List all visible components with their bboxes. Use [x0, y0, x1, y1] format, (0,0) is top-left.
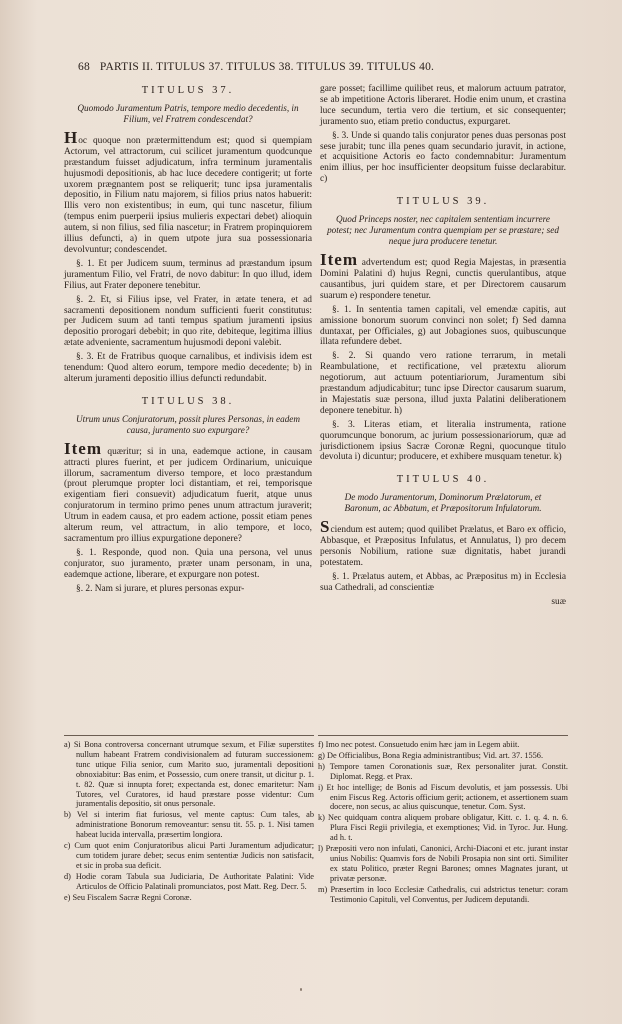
- paper-speck: [300, 988, 302, 991]
- titulus-37-body-paragraph: [64, 127, 312, 256]
- footnote: h) Tempore tamen Coronationis suæ, Rex personaliter jurat. Constit. Diplomat. Regg. et Prax.: [318, 761, 568, 781]
- drop-capital: Item: [320, 250, 358, 270]
- footnote: b) Vel si interim fiat furiosus, vel mente captus: Cum tales, ab administratione Bonorum removeantur: sensu tit. 55. p. 1. Nisi tamen habeat lucida intervalla, præsertim longiora.: [64, 810, 314, 840]
- titulus-39-body-text: advertendum est; quod Regia Majestas, in præsentia Domini Palatini d) hujus Regni, cunctis querulantibus, atque causantibus, juri quidem stare, et per Directorem causarum suarum e) respondere tenetur.: [320, 258, 567, 301]
- titulus-37-section-3: §. 3. Et de Fratribus quoque carnalibus, et indivisis idem est tenendum: Quod altero eorum, tempore medio decedente; b) in alterum juramenti depositio illius defuncti redundabit.: [64, 352, 312, 384]
- titulus-39-section-2: §. 2. Si quando vero ratione terrarum, in metali Reambulatione, et rectificatione, vel prætextu aliorum negotiorum, aut actuum potentiariorum, Juramentum sibi præstandum adjudicabitur; tunc ipse Director causarum suarum, in Majestatis suæ persona, illud juxta Palatini deliberationem deponere tenebitur. h): [320, 351, 566, 416]
- titulus-40-subtitle: De modo Juramentorum, Dominorum Prælatorum, et Baronum, ac Abbatum, et Præpositorum Infulatorum.: [344, 492, 542, 514]
- footnote: k) Nec quidquam contra aliquem probare obligatur, Kitt. c. 1. q. 4. n. 6. Plura Fisci Regii privilegia, et exemptiones; Vid. in Tyroc. Jur. Hung. ad h. t.: [318, 813, 568, 843]
- footnote: c) Cum quot enim Conjuratoribus alicui Parti Juramentum adjudicatur; cum totidem jurare debet; secus enim sententiæ Judicis non satisfacit, et sic in proba sua deficit.: [64, 841, 314, 870]
- titulus-37-body-text: oc quoque non prætermittendum est; quod si quempiam Actorum, vel attractorum, cui scilicet juramentum quodcunque præstandum fuisset adjudicatum, infra terminum juramentalis hujusmodi depositionis, ab hac luce decedere contigerit; ut forte uxorem prægnantem post se reliquerit; tunc ipsa juramentalis depositio, in Filium natu majorem, si filios prius natos habuerit: Illis vero non existentibus; in eum, qui tunc nascetur, filium (tempus enim puerperii ipsius mulieris expectari debet) alioquin autem, si non filius, sed filia nascetur; in Fratrem propinquiorem illius defuncti, a) in quem utpote jura sua possessionaria devolvuntur; condescendet.: [64, 135, 312, 255]
- drop-capital: Item: [64, 438, 102, 458]
- right-column: [320, 84, 566, 608]
- titulus-39-section-1: §. 1. In sententia tamen capitali, vel emendæ capitis, aut amissione bonorum suorum convinci non solet; f) Sed damna duntaxat, per Officiales, g) aut Jobagiones suos, quibuscunque illata refundere debet.: [320, 304, 566, 348]
- running-header: [78, 61, 508, 73]
- titulus-39-section-3: §. 3. Literas etiam, et literalia instrumenta, ratione quorumcunque bonorum, ac jurium possessionariorum, quæ ad jurisdictionem ipsius Sacræ Coronæ Regni, quocunque titulo devoluta i) dicuntur; producere, et exhibere musquam tenetur. k): [320, 419, 566, 463]
- titulus-38-body-paragraph: [64, 438, 313, 545]
- catchword: suæ: [551, 596, 566, 607]
- titulus-40-body-paragraph: [320, 517, 566, 569]
- running-title: PARTIS II. TITULUS 37. TITULUS 38. TITULUS 39. TITULUS 40.: [99, 61, 435, 73]
- page-number: 68: [78, 61, 90, 73]
- left-column: [64, 84, 312, 598]
- footnote: a) Si Bona controversa concernant utrumque sexum, et Filiæ superstites nullum habeant Fratrem condivisionalem ad futuram successionem: tunc utique Filia senior, cum Marito suo, juramentali depositioni obnoxiabitur: Bas enim, et Possessio, cum onere transit, ut dicitur p. 1. t. 82. Quæ si innupta foret; expectanda est, donec emaritetur: Nam Tutores, vel Curatores, id haud præstare posse videntur: Cum juramentalis depositio, sit onus personale.: [64, 740, 314, 809]
- footnote: g) De Officialibus, Bona Regia administrantibus; Vid. art. 37. 1556.: [318, 750, 544, 760]
- titulus-39-body-paragraph: [320, 250, 567, 302]
- titulus-38-section-2: §. 2. Nam si jurare, et plures personas expur-: [76, 583, 245, 594]
- drop-capital: S: [320, 517, 331, 537]
- titulus-37-section-2: §. 2. Et, si Filius ipse, vel Frater, in ætate tenera, et ad sacramenti depositionem nondum sufficienti fuerit constitutus: per Judicem suum ad tanti tempus spatium juramenti ipsius depositio prorogari debebit; in quo rite, debiteque, legitima illius ætate adveniente, sacramentum hujusmodi deponi valebit.: [64, 294, 312, 349]
- titulus-38-section-3: §. 3. Unde si quando talis conjurator penes duas personas post sese jurabit; tunc illa penes quam secundario juravit, in actione, et acquisitione Actoris eo facto condemnabitur: Juramentum enim illius, per hoc insufficienter deopsitum fuisse declarabitur. c): [320, 130, 566, 185]
- titulus-38-subtitle: Utrum unus Conjuratorum, possit plures Personas, in eadem causa, juramento suo expurgare?: [76, 413, 300, 435]
- titulus-38-section-1: §. 1. Responde, quod non. Quia una persona, vel unus conjurator, suo juramento, præter unam personam, in una, eademque actione, liberare, et expurgare non potest.: [64, 547, 312, 580]
- footnote: i) Et hoc intellige; de Bonis ad Fiscum devolutis, et jam possessis. Ubi enim Fiscus Reg. Actoris officium gerit; actionem, et assertionem suam docere, non secus, ac alius quiscunque, tenetur. Com. Syst.: [318, 782, 568, 812]
- titulus-37-heading: TITULUS 37.: [141, 85, 235, 96]
- titulus-38-heading: TITULUS 38.: [141, 395, 235, 407]
- drop-capital: H: [64, 127, 79, 147]
- footnote-rule-left: [64, 735, 314, 736]
- titulus-40-body-text: ciendum est autem; quod quilibet Prælatus, et Baro ex officio, Abbasque, et Præpositus Infulatus, et Annulatus, l) pro decem personis Nobilium, ratione suæ dignitatis, habet jurandi potestatem.: [320, 525, 566, 568]
- titulus-40-heading: TITULUS 40.: [396, 474, 490, 486]
- footnote: e) Seu Fiscalem Sacræ Regni Coronæ.: [64, 892, 192, 902]
- titulus-40-section-1: §. 1. Prælatus autem, et Abbas, ac Præpositus m) in Ecclesia sua Cathedrali, ad conscientiæ: [320, 571, 566, 593]
- titulus-39-heading: TITULUS 39.: [396, 196, 490, 208]
- footnote: d) Hodie coram Tabula sua Judiciaria, De Authoritate Palatini: Vide Articulos de Officio Palatinali promunciatos, post Matt. Reg. Decr. 5.: [64, 871, 314, 891]
- titulus-38-body-text: quæritur; si in una, eademque actione, in causam attracti plures fuerint, et per judicem Ordinarium, unicuique illorum, sacramentum diverso tempore, et loco præstandum (prout plerumque propter loci distantiam, et rei, temporisque exigentiam fieri consuevit) adjudicatum fuerit, atque unus conjuratorum in termino primo penes unum attractum juraverit; Utrum in eadem causa, et pro eadem actione, possit etiam penes alterum reum, vel attractum, in alio tempore, et loco, sacramentum pro illius expurgatione deponere?: [64, 446, 313, 544]
- titulus-37-section-1: §. 1. Et per Judicem suum, terminus ad præstandum ipsum juramentum Filio, vel Fratri, de novo dabitur: In quo illud, idem Filius, aut Frater deponere tenebitur.: [64, 258, 312, 291]
- titulus-39-subtitle: Quod Princeps noster, nec capitalem sententiam incurrere potest; nec Juramentum contra quempiam per se præstare; sed neque jura producere tenetur.: [327, 214, 559, 247]
- footnotes-right: [318, 740, 568, 906]
- footnote: f) Imo nec potest. Consuetudo enim hæc jam in Legem abiit.: [318, 740, 520, 749]
- footnote: m) Præsertim in loco Ecclesiæ Cathedralis, cui adstrictus tenetur: coram Testimonio Capituli, vel Conventus, per Judicem deputandi.: [318, 884, 568, 904]
- footnote-rule-right: [318, 735, 568, 736]
- footnote: l) Præpositi vero non infulati, Canonici, Archi-Diaconi et etc. jurant instar unius Nobilis: Quamvis fors de Nobili Prosapia non sint orti. Similiter ex statu Politico, præter Regni Barones; omnes Magnates jurant, ut privatæ personæ.: [318, 844, 568, 883]
- titulus-37-subtitle: Quomodo Juramentum Patris, tempore medio decedentis, in Filium, vel Fratrem condescendat?: [77, 102, 299, 124]
- continuation-paragraph: gare posset; facillime quilibet reus, et malorum actuum patrator, se ab impetitione Actoris liberaret. Hodie enim unum, et crastina luce secundum, tertia vero die tertium, et sic consequenter; juramento suo, etiam pretio conductus, expurgaret.: [320, 84, 566, 127]
- footnotes-left: [64, 740, 314, 904]
